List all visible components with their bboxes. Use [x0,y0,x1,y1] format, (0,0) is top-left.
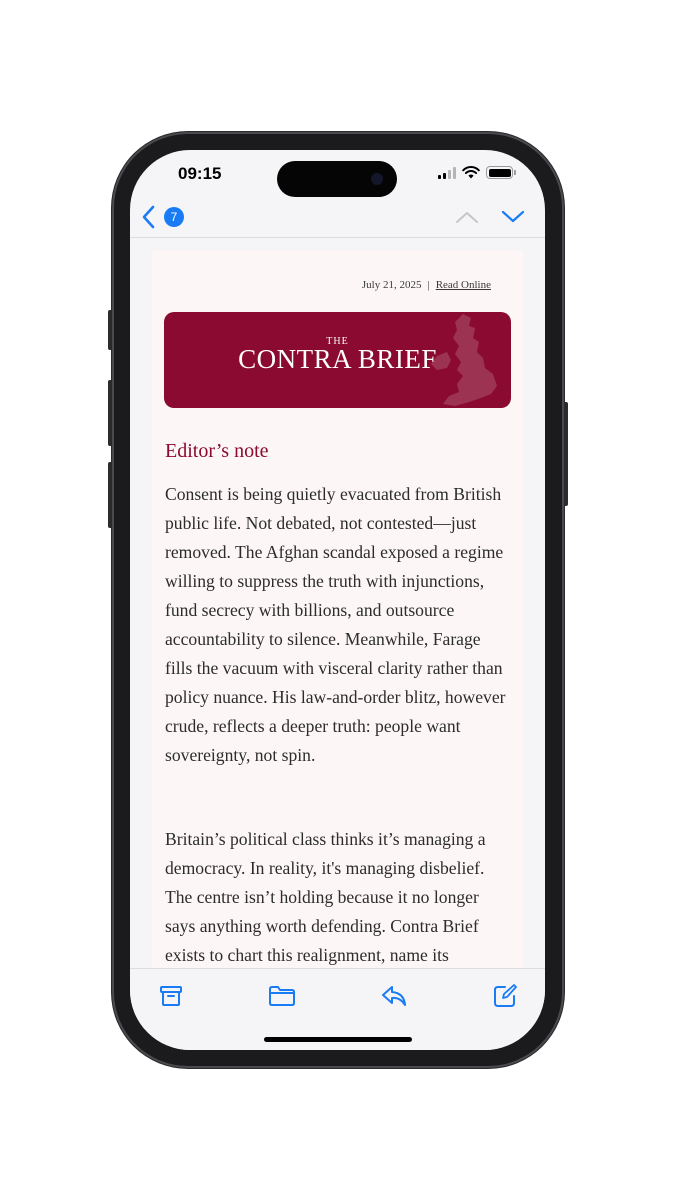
dynamic-island [277,161,397,197]
home-indicator[interactable] [264,1037,412,1042]
email-date: July 21, 2025 [361,279,422,291]
chevron-down-icon[interactable] [500,208,526,226]
wifi-icon [462,166,480,179]
cellular-signal-icon [438,167,456,179]
camera-icon [371,173,383,185]
banner-the: THE [326,336,349,347]
chevron-up-icon[interactable] [454,208,480,226]
mail-nav-bar [130,200,545,238]
read-online-link[interactable]: Read Online [435,279,491,291]
newsletter-banner [164,312,511,408]
compose-icon[interactable] [492,983,518,1009]
body-paragraph: Britain’s political class thinks it’s managing a democracy. In reality, it's managing disbelief. The centre isn’t holding because it no longer says anything worth defending. Contra Brief exists to chart this realignment, name its [165,829,486,965]
banner-title: CONTRA BRIEF [238,344,437,374]
status-time: 09:15 [178,164,222,183]
meta-separator: | [427,279,430,291]
email-meta [362,279,491,291]
body-paragraph: Consent is being quietly evacuated from British public life. Not debated, not contested—just removed. The Afghan scandal exposed a regime willing to suppress the truth with injunctions, fund secrecy with billions, and outsource accountability to silence. Meanwhile, Farage fills the vacuum with visceral clarity rather than policy nuance. His law-and-order blitz, however crude, reflects a deeper truth: people want sovereignty, not spin. [165,484,506,765]
battery-icon [486,166,513,179]
archive-icon[interactable] [158,983,184,1009]
section-heading: Editor’s note [165,440,269,462]
status-icons [438,166,513,179]
email-body [152,250,523,970]
folder-icon[interactable] [268,983,296,1009]
reply-icon[interactable] [380,983,408,1009]
mail-screen [130,150,545,1050]
chevron-left-icon[interactable] [140,204,158,230]
unread-count-badge[interactable]: 7 [164,207,184,227]
